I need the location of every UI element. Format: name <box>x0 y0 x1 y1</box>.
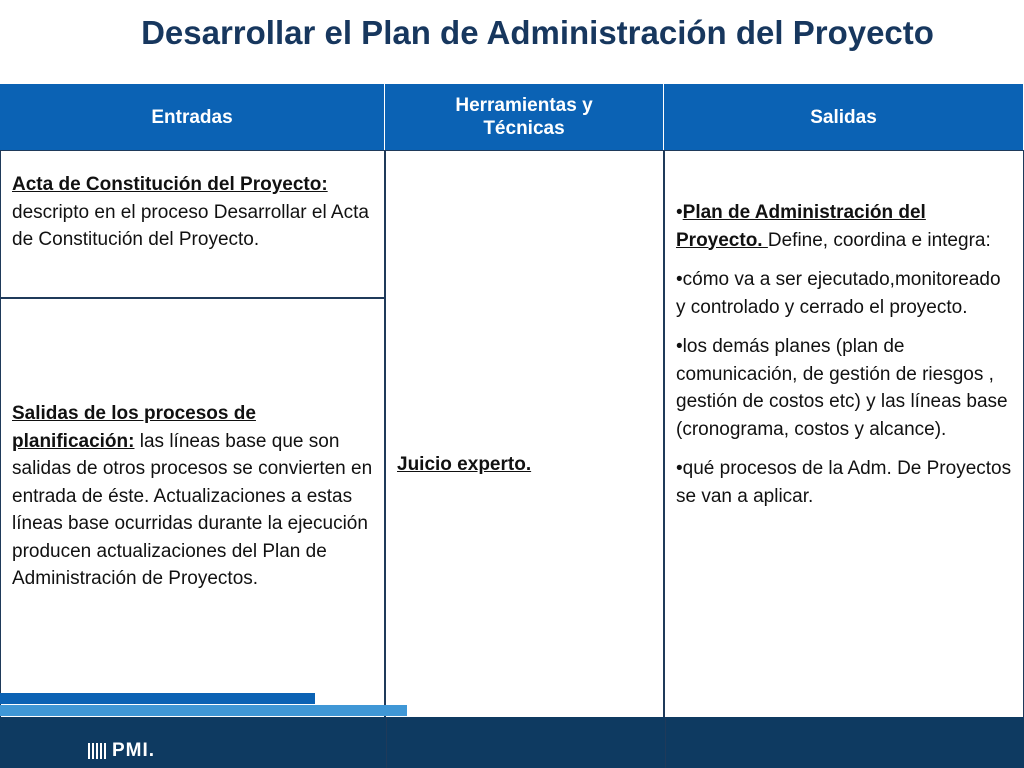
pmi-logo-icon <box>88 743 108 759</box>
salidas-plan-text: Define, coordina e integra: <box>767 229 991 251</box>
herramientas-cell <box>385 150 664 768</box>
bullet: • <box>676 202 683 223</box>
header-entradas: Entradas <box>0 84 385 150</box>
pmi-logo <box>88 740 155 762</box>
salidas-item-ejecucion <box>676 266 1013 321</box>
entrada-salidas-label: Salidas de los procesos de planificación: <box>12 403 256 452</box>
salidas-procesos-text: qué procesos de la Adm. De Proyectos se van a aplicar. <box>676 458 1012 507</box>
bullet: • <box>676 269 683 290</box>
header-salidas: Salidas <box>664 84 1024 150</box>
bullet: • <box>676 458 683 479</box>
bullet: • <box>676 336 683 357</box>
pmi-logo-text: PMI. <box>112 740 156 761</box>
salidas-item-procesos <box>676 455 1013 510</box>
entrada-salidas-text: las líneas base que son salidas de otros procesos se convierten en entrada de éste. Actualizaciones a estas líneas base ocurridas durante la ejecución producen actualizaciones del Plan de Administración de Proyectos. <box>12 430 373 589</box>
salidas-item-plan <box>676 199 1013 254</box>
salidas-planes-text: los demás planes (plan de comunicación, de gestión de riesgos , gestión de costos etc) y las líneas base (cronograma, costos y alcance). <box>676 336 1008 440</box>
salidas-plan-label: Plan de Administración del Proyecto. <box>676 202 926 251</box>
entrada-acta-label: Acta de Constitución del Proyecto: <box>12 174 328 195</box>
entrada-acta-cell <box>0 150 385 298</box>
footer-stripe-dark <box>0 693 315 704</box>
salidas-ejecucion-text: cómo va a ser ejecutado,monitoreado y controlado y cerrado el proyecto. <box>676 269 1001 318</box>
slide-title: Desarrollar el Plan de Administración del Proyecto <box>141 14 934 51</box>
process-table <box>0 84 1024 768</box>
header-herramientas <box>385 84 664 150</box>
footer-column-divider <box>386 717 666 768</box>
salidas-item-planes <box>676 333 1013 443</box>
salidas-cell <box>664 150 1024 768</box>
juicio-experto-label: Juicio experto. <box>397 454 532 476</box>
entrada-acta-text: descripto en el proceso Desarrollar el Acta de Constitución del Proyecto. <box>12 201 369 250</box>
header-herramientas-label: Herramientas y Técnicas <box>455 95 593 139</box>
footer-stripe-light <box>0 705 407 716</box>
